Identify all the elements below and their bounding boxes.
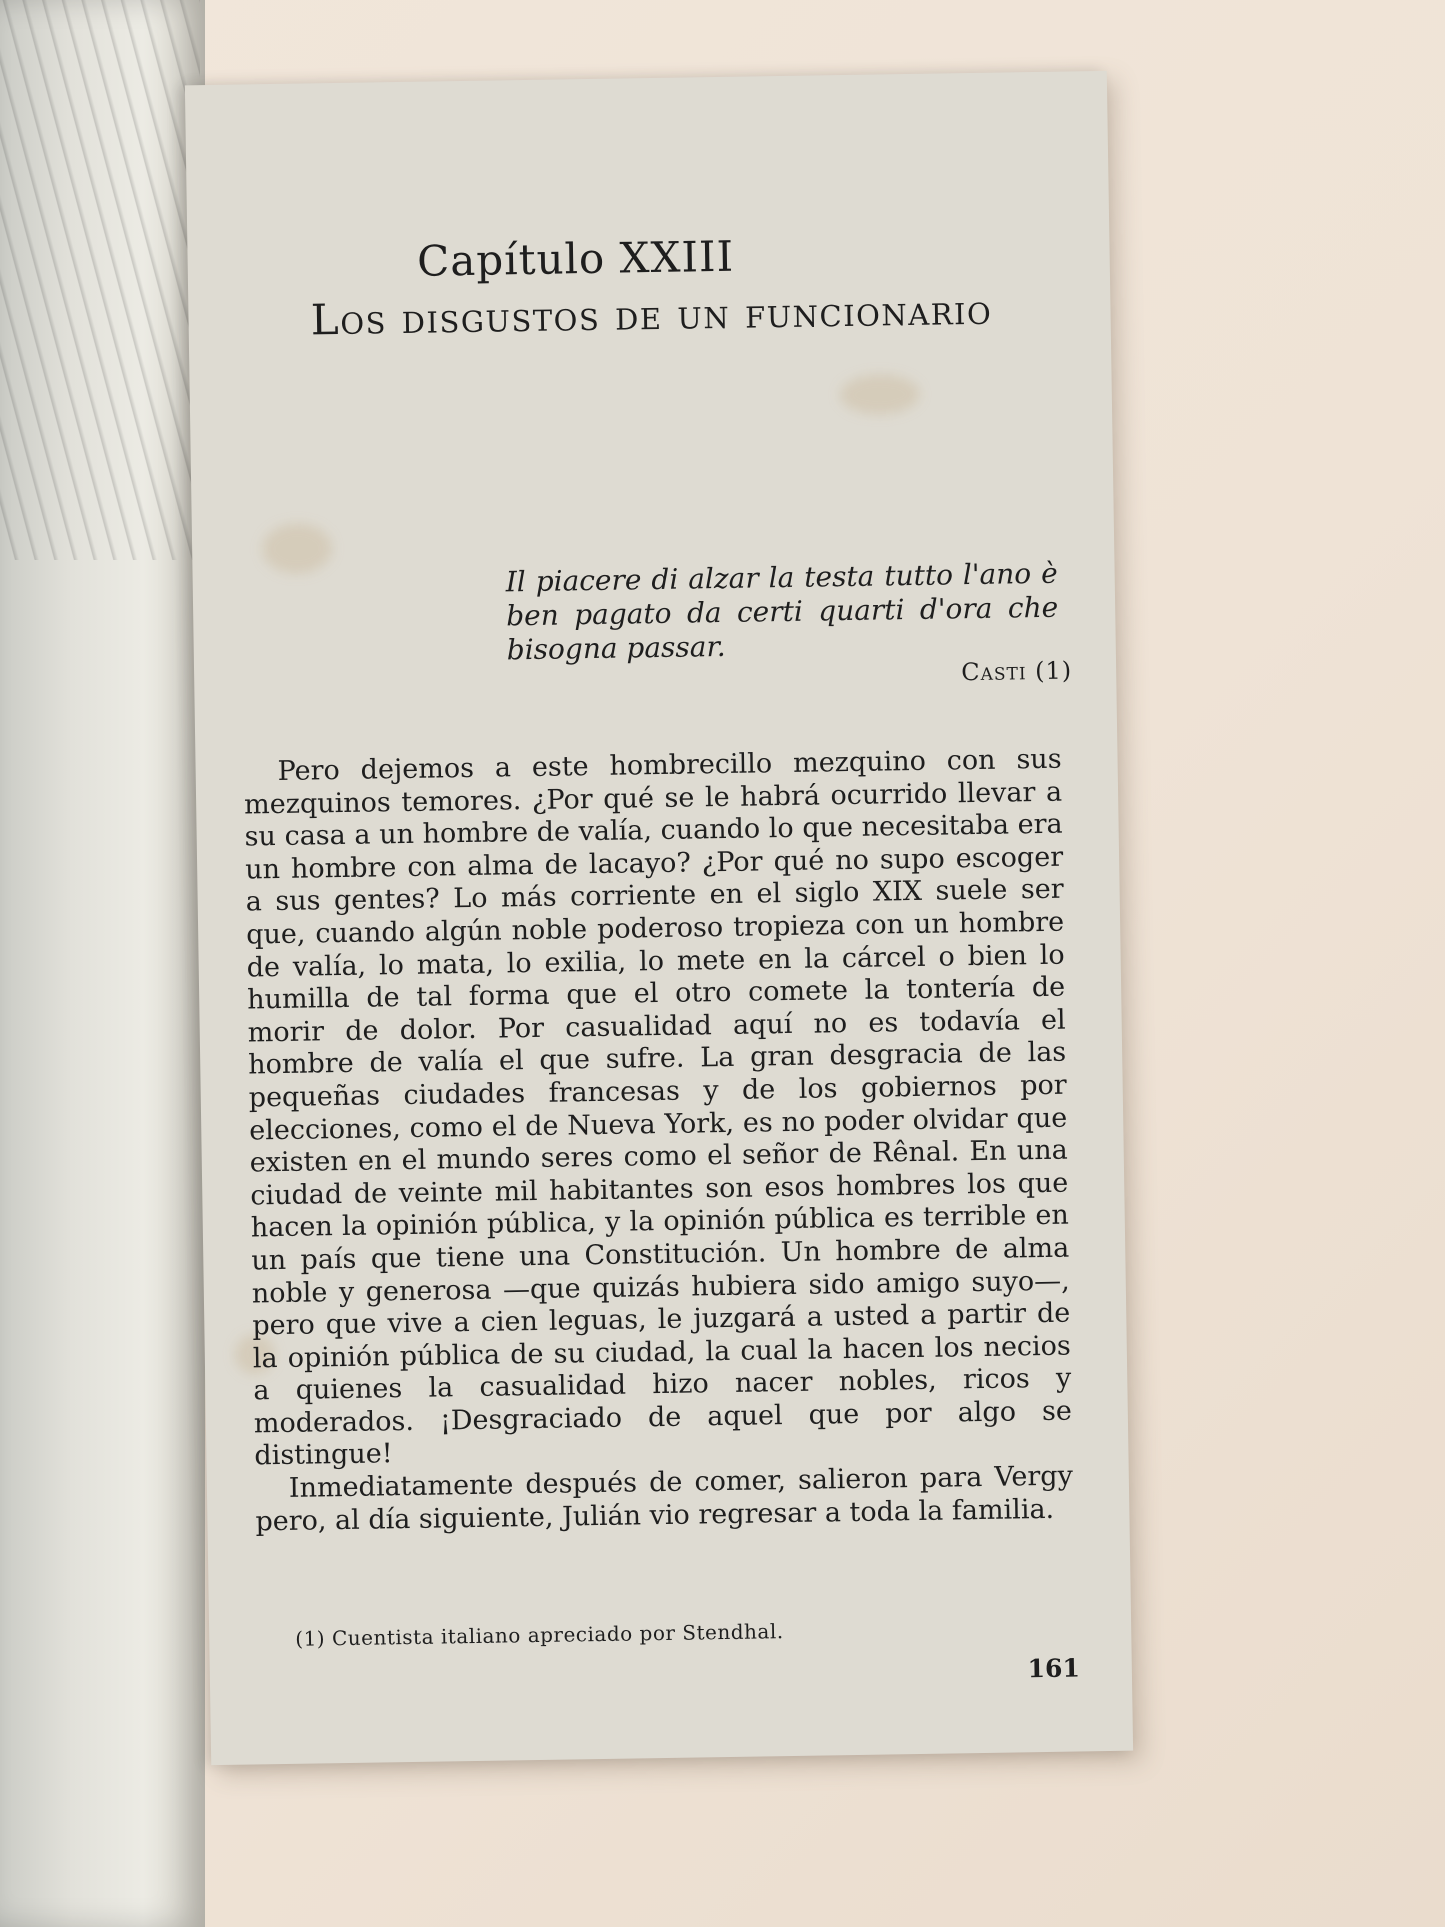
paragraph: Pero dejemos a este hombrecillo mezquino con sus mezquinos temores. ¿Por qué se le habrá ocurrido llevar a su casa a un hombre de valía, cuando lo que necesitaba era un hombre con alma de lacayo? ¿Por qué no supo escoger a sus gentes? Lo más corriente en el siglo XIX suele ser que, cuando algún noble poderoso tropieza con un hombre de valía, lo mata, lo exilia, lo mete en la cárcel o bien lo humilla de tal forma que el otro comete la tontería de morir de dolor. Por casualidad aquí no es todavía el hombre de valía el que sufre. La gran desgracia de las pequeñas ciudades francesas y de los gobiernos por elecciones, como el de Nueva York, es no poder olvidar que existen en el mundo seres como el señor de Rênal. En una ciudad de veinte mil habitantes son esos hombres los que hacen la opinión pública, y la opinión pública es terrible en un país que tiene una Constitución. Un hombre de alma noble y generosa —que quizás hubiera sido amigo suyo—, pero que vive a cien leguas, le juzgará a usted a partir de la opinión pública de su ciudad, la cual la hacen los necios a quienes la casualidad hizo nacer nobles, ricos y moderados. ¡Desgraciado de aquel que por algo se distingue! <box>243 743 1073 1472</box>
facing-page-text-bleed <box>0 0 200 560</box>
epigraph-author: Casti (1) <box>960 656 1073 687</box>
chapter-number: Capítulo XXIII <box>416 231 735 286</box>
chapter-title: Los disgustos de un funcionario <box>310 284 993 345</box>
facing-page <box>0 0 205 1927</box>
footnote: (1) Cuentista italiano apreciado por Stendhal. <box>295 1619 784 1651</box>
page-content <box>233 72 1089 1765</box>
body-text <box>243 744 1073 1539</box>
book-page <box>185 71 1133 1765</box>
page-number: 161 <box>1027 1653 1081 1684</box>
paragraph: Inmediatamente después de comer, salieron para Vergy pero, al día siguiente, Julián vio regresar a toda la familia. <box>255 1460 1074 1538</box>
epigraph: Il piacere di alzar la testa tutto l'ano è ben pagato da certi quarti d'ora che bisogna passar. <box>505 556 1059 667</box>
